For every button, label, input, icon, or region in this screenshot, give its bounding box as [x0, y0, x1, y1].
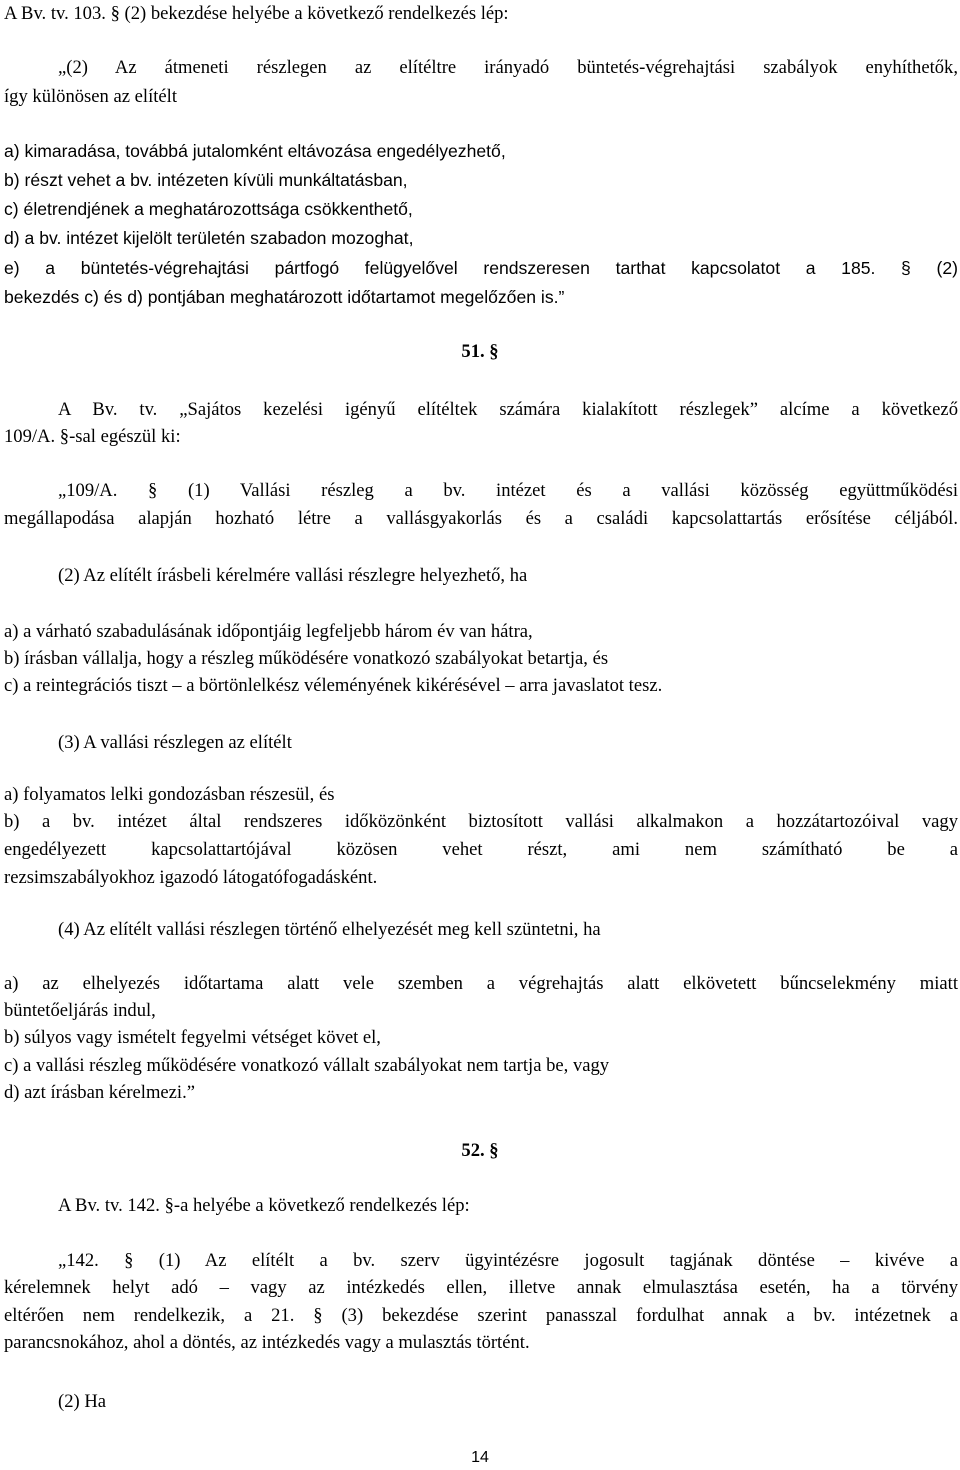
text-line: a) az elhelyezés időtartama alatt vele szemben a végrehajtás alatt elkövetett bűncselekmény miatt [4, 973, 958, 994]
section-heading: 51. § [461, 341, 499, 362]
text-line: d) a bv. intézet kijelölt területén szabadon mozoghat, [4, 228, 414, 248]
text-line: c) a vallási részleg működésére vonatkozó vállalt szabályokat nem tartja be, vagy [4, 1055, 610, 1076]
text-line: b) részt vehet a bv. intézeten kívüli munkáltatásban, [4, 170, 408, 190]
text-line: b) a bv. intézet által rendszeres időközönként biztosított vallási alkalmakon a hozzátartozóival vagy [4, 811, 958, 832]
section-heading: 52. § [461, 1140, 499, 1161]
text-line: engedélyezett kapcsolattartójával közösen vehet részt, ami nem számítható be a [4, 839, 958, 860]
text-line: A Bv. tv. „Sajátos kezelési igényű elítéltek számára kialakított részlegek” alcíme a következő [58, 399, 958, 420]
text-line: eltérően nem rendelkezik, a 21. § (3) bekezdése szerint panasszal fordulhat annak a bv. intézetnek a [4, 1305, 958, 1326]
text-line: d) azt írásban kérelmezi.” [4, 1082, 195, 1103]
text-line: a) folyamatos lelki gondozásban részesül, és [4, 784, 335, 805]
text-line: (2) Az elítélt írásbeli kérelmére vallási részlegre helyezhető, ha [58, 565, 528, 586]
text-line: „109/A. § (1) Vallási részleg a bv. intézet és a vallási közösség együttműködési [58, 480, 958, 501]
text-line: (4) Az elítélt vallási részlegen történő elhelyezését meg kell szüntetni, ha [58, 919, 601, 940]
text-line: b) írásban vállalja, hogy a részleg működésére vonatkozó szabályokat betartja, és [4, 648, 609, 669]
text-line: a) kimaradása, továbbá jutalomként eltávozása engedélyezhető, [4, 141, 506, 161]
text-line: A Bv. tv. 103. § (2) bekezdése helyébe a következő rendelkezés lép: [4, 3, 509, 24]
text-line: parancsnokához, ahol a döntés, az intézkedés vagy a mulasztás történt. [4, 1332, 530, 1353]
text-line: b) súlyos vagy ismételt fegyelmi vétséget követ el, [4, 1027, 381, 1048]
text-line: így különösen az elítélt [4, 86, 177, 107]
text-line: a) a várható szabadulásának időpontjáig legfeljebb három év van hátra, [4, 621, 533, 642]
text-line: bekezdés c) és d) pontjában meghatározott időtartamot megelőzően is.” [4, 287, 565, 307]
text-line: c) életrendjének a meghatározottsága csökkenthető, [4, 199, 413, 219]
text-line: kérelemnek helyt adó – vagy az intézkedés ellen, illetve annak elmulasztása esetén, ha a törvény [4, 1277, 958, 1298]
text-line: c) a reintegrációs tiszt – a börtönlelkész véleményének kikérésével – arra javaslatot tesz. [4, 675, 663, 696]
text-line: „142. § (1) Az elítélt a bv. szerv ügyintézésre jogosult tagjának döntése – kivéve a [58, 1250, 958, 1271]
text-line: büntetőeljárás indul, [4, 1000, 156, 1021]
text-line: „(2) Az átmeneti részlegen az elítéltre irányadó büntetés-végrehajtási szabályok enyhíthetők, [58, 57, 958, 78]
page-number: 14 [471, 1449, 489, 1466]
text-line: 109/A. §-sal egészül ki: [4, 426, 181, 447]
text-line: megállapodása alapján hozható létre a vallásgyakorlás és a családi kapcsolattartás erősítése céljából. [4, 508, 958, 529]
text-line: (3) A vallási részlegen az elítélt [58, 732, 292, 753]
text-line: A Bv. tv. 142. §-a helyébe a következő rendelkezés lép: [58, 1195, 470, 1216]
text-line: e) a büntetés-végrehajtási pártfogó felügyelővel rendszeresen tarthat kapcsolatot a 185. § (2) [4, 258, 958, 278]
text-line: (2) Ha [58, 1391, 107, 1412]
text-line: rezsimszabályokhoz igazodó látogatófogadásként. [4, 867, 378, 888]
